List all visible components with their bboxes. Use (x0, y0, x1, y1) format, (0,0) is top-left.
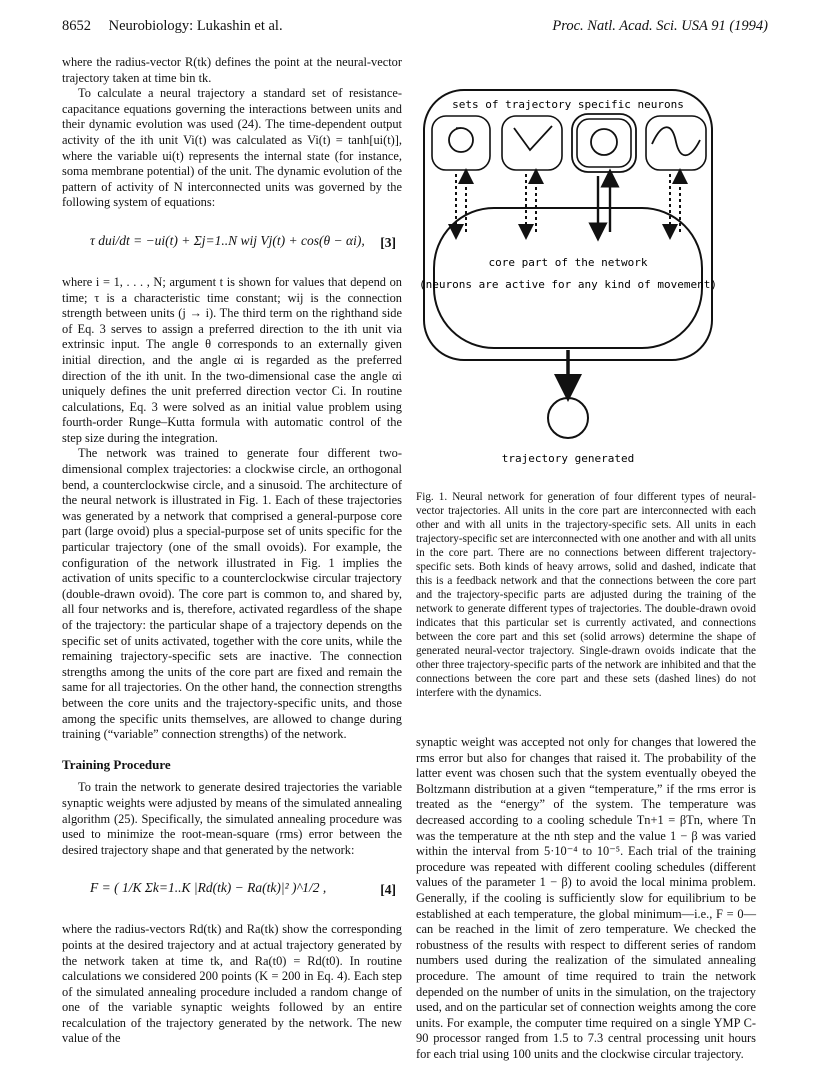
core-sublabel: (neurons are active for any kind of movement) (418, 278, 718, 291)
paragraph: To train the network to generate desired trajectories the variable synaptic weights were adjusted by means of the simulated annealing algorithm (25). Specifically, the simulated annealing procedure was used to minimize the root-mean-square (rms) error between the desired trajectory shape and that generated by the network: (62, 780, 402, 857)
ccw-circle-trajectory-icon (591, 129, 617, 155)
paragraph: The network was trained to generate four different two-dimensional complex trajectories: a clockwise circle, an orthogonal bend, a counterclockwise circle, and a sinusoid. The architecture of the neural network is illustrated in Fig. 1. Each of these trajectories was generated by a network that comprised a general-purpose core part (large ovoid) plus a special-purpose set of units specific for the particular trajectory (one of the small ovoids). For example, the configuration of the network illustrated in Fig. 1 implies the activation of units specific to a counterclockwise circular trajectory (double-drawn ovoid). The core part is common to, and shared by, all four networks and is, therefore, activated regardless of the shape of the trajectory: the particular shape of a trajectory depends on the specific set of units activated, together with the core units, while the remaining trajectory-specific sets are inactive. The connection strengths among the units of the core part are fixed and remain the same for all trajectories. On the other hand, the connection strengths between the core units and the trajectory-specific units, and those among the specific units themselves, are allowed to change during training (“variable” connection strengths) of the network. (62, 446, 402, 742)
paragraph: where i = 1, . . . , N; argument t is shown for values that depend on time; τ is a characteristic time constant; wij is the connection strength between units (j → i). The third term on the righthand side of Eq. 3 serves to assign a preferred direction to the ith unit via extrinsic input. The angle θ corresponds to an externally given initial direction, and the angle αi is regarded as the preferred direction of the ith unit. In the two-dimensional case the angle αi uniquely defines the unit preferred direction vector Ci. In routine calculations, Eq. 3 were solved as an initial value problem using fourth-order Runge–Kutta formula with automatic control of the step size during the integration. (62, 274, 402, 445)
right-column-text (416, 735, 756, 1062)
header-left (62, 18, 283, 35)
equation-body: τ dui/dt = −ui(t) + Σj=1..N wij Vj(t) + cos(θ − αi), (90, 232, 365, 248)
section-title: Training Procedure (62, 756, 171, 772)
counterclockwise-set-outer (572, 114, 636, 172)
equation-number: [4] (380, 882, 396, 898)
paragraph: where the radius-vectors Rd(tk) and Ra(tk) show the corresponding points at the desired trajectory and at actual trajectory generated by the network taken at time tk, and Ra(t0) = Rd(t0). In routine calculations we considered 200 points (K = 200 in Eq. 4). Each step of the simulated annealing procedure included a random change of one of the variable synaptic weights followed by an entire recalculation of the trajectory generated by the network. The new value of the (62, 922, 402, 1046)
running-title: Neurobiology: Lukashin et al. (108, 18, 283, 34)
paragraph: synaptic weight was accepted not only for changes that lowered the rms error but also for changes that raised it. The probability of the latter event was chosen such that the system eventually obeyed the Boltzmann distribution at a given “temperature,” if the rms error is treated as the “energy” of the system. The temperature was decreased according to a cooling schedule Tn+1 = βTn, where Tn was the temperature at the nth step and the value 1 − β was varied within the interval from 5·10⁻⁴ to 10⁻⁵. Each trial of the training procedure was repeated with different cooling schedules (different values of the parameter 1 − β) to avoid the local minima problem. Generally, if the cooling is sufficiently slow for equilibrium to be established at each temperature, the global minimum—i.e., F = 0—can be reached in the limit of zero temperature. We checked the robustness of the results with respect to different series of random numbers used during the realization of the simulated annealing procedure. The amount of time required to train the network depended on the number of units in the simulation, on the trajectory used, and on the particular set of connection weights among the core units. For example, the computer time required on a single YMP C-90 processor ranged from 1.5 to 7.3 central processing unit hours for each trial using 100 units and the clockwise circular trajectory. (416, 735, 756, 1061)
page-header (62, 18, 768, 38)
generated-trajectory-circle (548, 398, 588, 438)
equation-number: [3] (380, 234, 396, 250)
dashed-arrows (456, 174, 680, 232)
top-label: sets of trajectory specific neurons (452, 98, 684, 111)
figure-caption: Fig. 1. Neural network for generation of four different types of neural-vector trajectories. All units in the core part are interconnected with each other and with all units in the trajectory-specific sets. All units in each trajectory-specific set are interconnected with one another and with all units in the core part. There are no connections between different trajectory-specific sets. Both kinds of heavy arrows, solid and dashed, indicate that this is a feedback network and that the connections between the core part and the trajectory-specific parts are adjusted during the training of the network to generate different types of trajectories. The double-drawn ovoid indicates that this particular set is currently activated, and connections between the core part and this set (solid arrows) determine the shape of generated neural-vector trajectory. Single-drawn ovoids indicate that the other three trajectory-specific parts of the network are inhibited and that the connections between the core part and these sets (dashed lines) do not interfere with the dynamics. (416, 491, 756, 699)
core-label: core part of the network (488, 256, 648, 269)
circle-trajectory-icon (449, 128, 473, 152)
equation-4 (62, 874, 402, 908)
network-diagram (418, 88, 718, 468)
bottom-label: trajectory generated (501, 452, 635, 465)
orthogonal-bend-set (502, 116, 562, 170)
clockwise-circle-set (432, 116, 490, 170)
bend-trajectory-icon (514, 126, 552, 150)
figure-1-diagram (418, 88, 718, 468)
counterclockwise-set-inner (577, 119, 631, 167)
paragraph: To calculate a neural trajectory a standard set of resistance-capacitance equations governing the interactions between units and their dynamic evolution was used (24). The time-dependent output activity of the ith unit Vi(t) was calculated as Vi(t) = tanh[ui(t)], where the variable ui(t) represents the internal state (for instance, soma membrane potential) of the unit. The dynamic evolution of the pattern of activity of N interconnected units was governed by the following system of equations: (62, 86, 402, 210)
sinusoid-trajectory-icon (652, 127, 700, 155)
left-column (62, 55, 402, 1047)
page-number: 8652 (62, 18, 91, 34)
equation-3 (62, 227, 402, 261)
solid-arrows (598, 176, 610, 232)
equation-body: F = ( 1/K Σk=1..K |Rd(tk) − Ra(tk)|² )^1/2 , (90, 880, 327, 896)
journal-citation: Proc. Natl. Acad. Sci. USA 91 (1994) (552, 18, 768, 34)
paragraph: where the radius-vector R(tk) defines the point at the neural-vector trajectory taken at time bin tk. (62, 55, 402, 85)
